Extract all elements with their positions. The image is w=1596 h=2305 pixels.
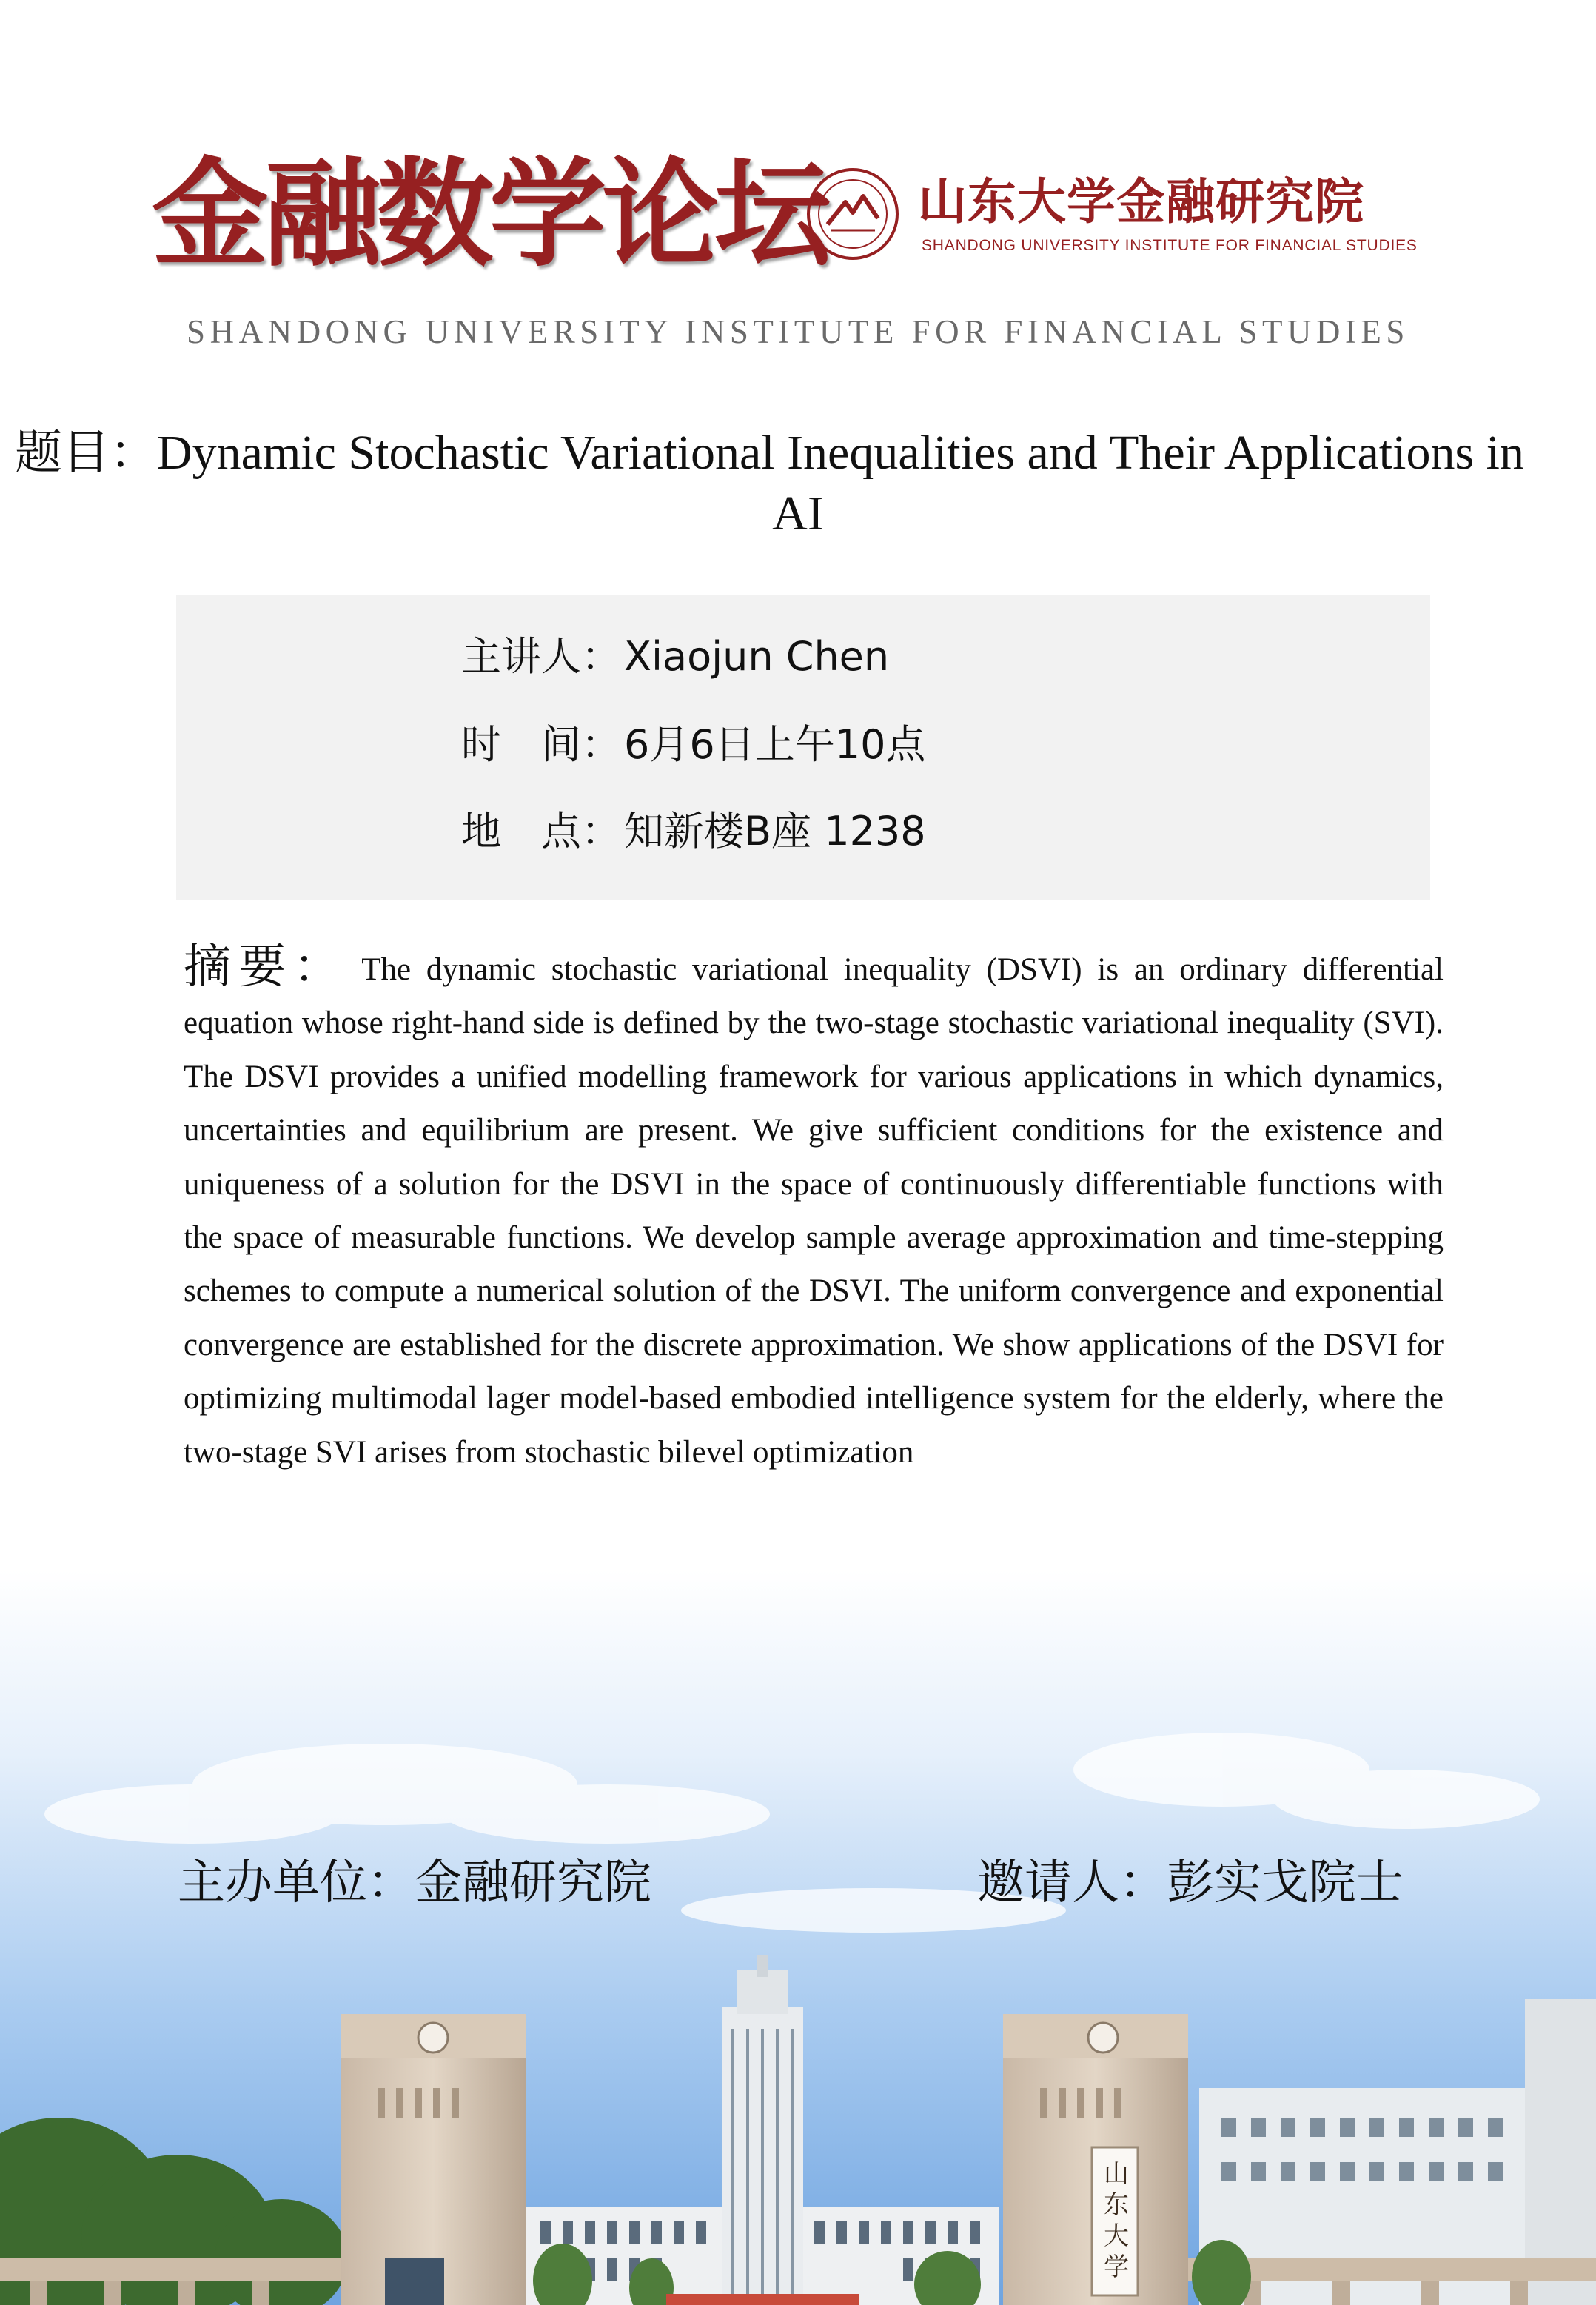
title-prefix: 题目： <box>15 426 157 481</box>
talk-title <box>0 422 1596 484</box>
place-label: 地 点： <box>461 808 621 854</box>
time-row <box>461 715 925 775</box>
university-seal-icon <box>805 167 900 261</box>
speaker-value: Xiaojun Chen <box>624 633 890 680</box>
abstract <box>184 940 1444 1555</box>
tower-sign: 山东大学 <box>1104 2159 1129 2282</box>
abstract-label: 摘要： <box>184 940 349 994</box>
university-name: 山东大学金融研究院 <box>918 173 1364 230</box>
speaker-label: 主讲人： <box>461 633 621 680</box>
forum-title: 金融数学论坛 <box>152 146 827 283</box>
university-subtitle: SHANDONG UNIVERSITY INSTITUTE FOR FINANCIAL STUDIES <box>922 237 1418 254</box>
english-banner: SHANDONG UNIVERSITY INSTITUTE FOR FINANCIAL STUDIES <box>187 313 1409 350</box>
info-box <box>176 595 1430 900</box>
organizer: 主办单位：金融研究院 <box>178 1856 651 1910</box>
place-row <box>461 802 926 861</box>
abstract-text: The dynamic stochastic variational inequality (DSVI) is an ordinary differential equation whose right-hand side is defined by the two-stage stochastic variational inequality (SVI). The DSVI provides a unified modelling framework for various applications in which dynamics, uncertainties and equilibrium are present. We give sufficient conditions for the existence and uniqueness of a solution for the DSVI in the space of continuously differentiable functions with the space of measurable functions. We develop sample average approximation and time-stepping schemes to compute a numerical solution of the DSVI. The uniform convergence and exponential convergence are established for the discrete approximation. We show applications of the DSVI for optimizing multimodal lager model-based embodied intelligence system for the elderly, where the two-stage SVI arises from stochastic bilevel optimization <box>184 952 1444 1470</box>
title-text-line2: AI <box>772 486 824 541</box>
speaker-row <box>461 627 889 686</box>
place-value: 知新楼B座 1238 <box>624 808 926 854</box>
time-value: 6月6日上午10点 <box>624 721 926 768</box>
title-text-line1: Dynamic Stochastic Variational Inequalities and Their Applications in <box>157 426 1524 480</box>
time-label: 时 间： <box>461 721 621 768</box>
campus-illustration <box>0 1570 1596 2305</box>
inviter: 邀请人：彭实戈院士 <box>977 1856 1404 1910</box>
